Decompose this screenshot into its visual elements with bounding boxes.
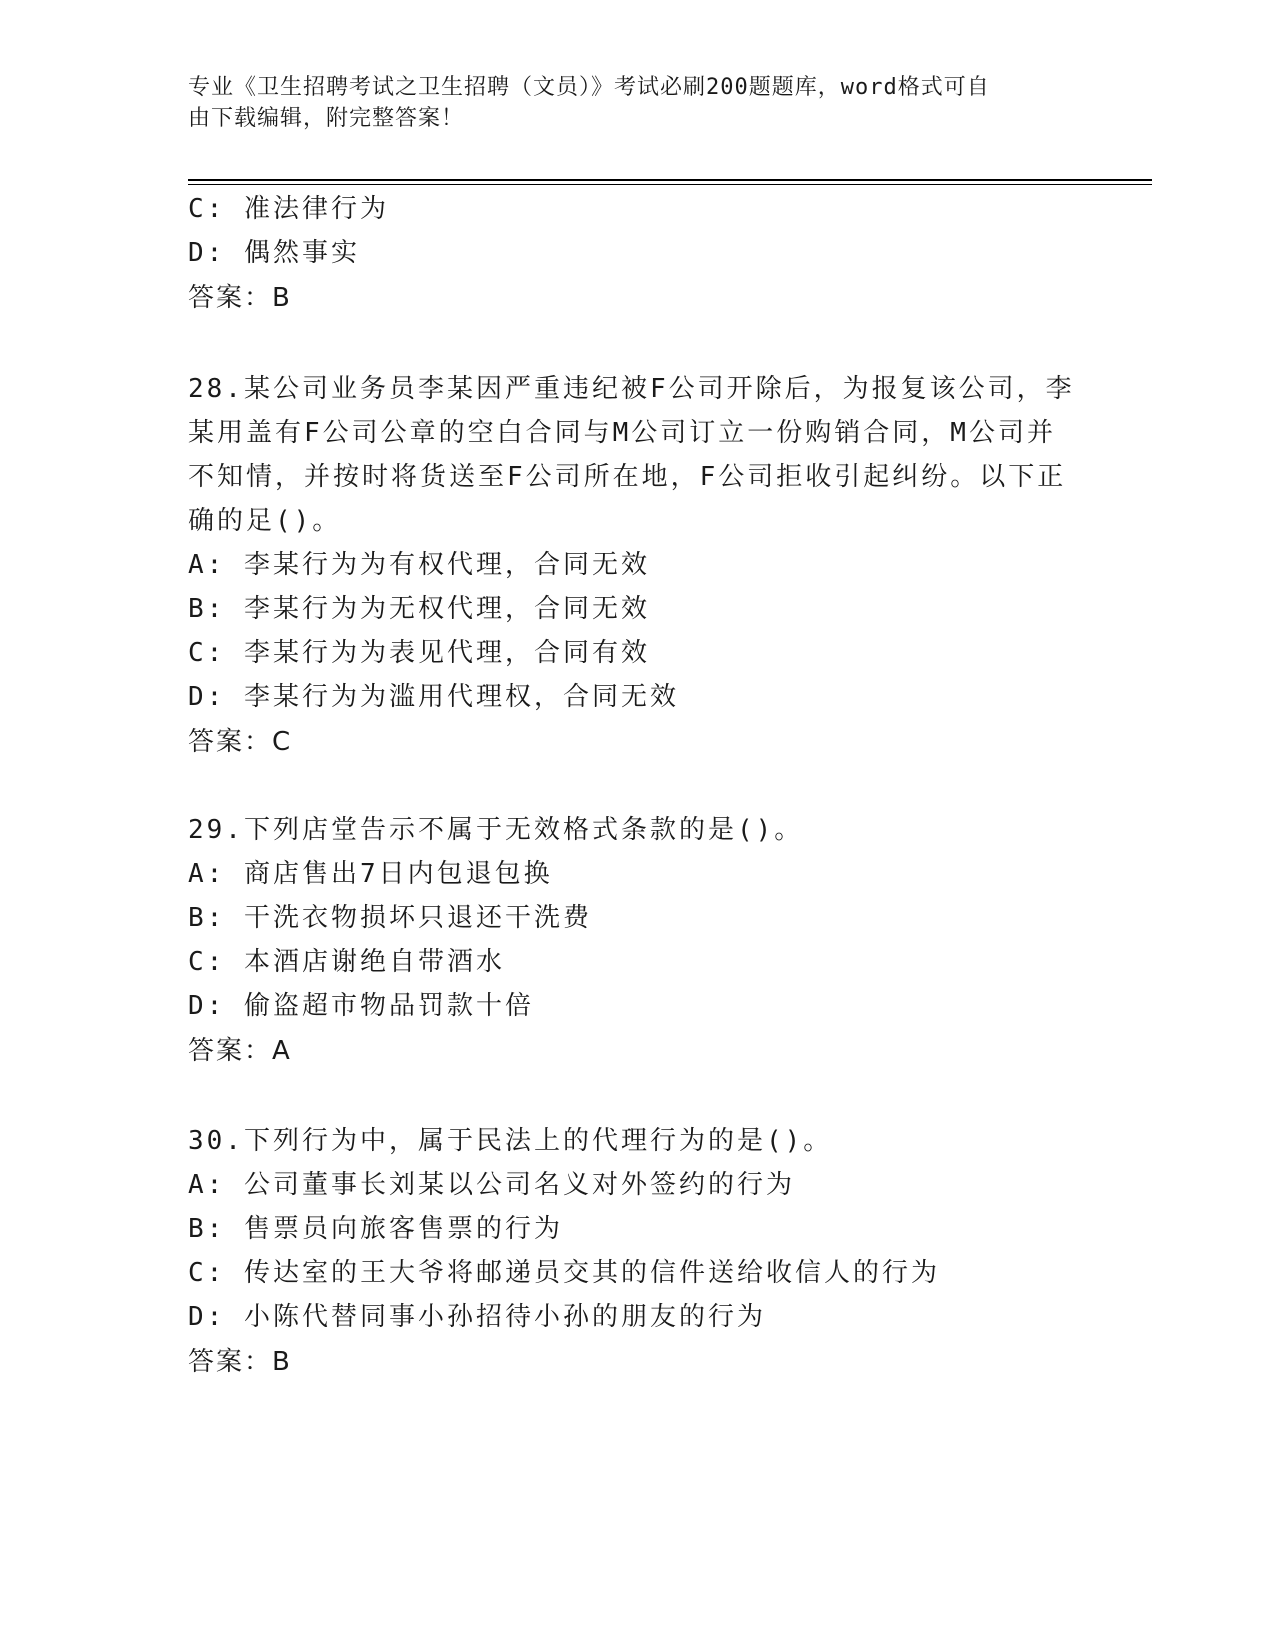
q30-option-a: A: 公司董事长刘某以公司名义对外签约的行为 [188, 1170, 795, 1200]
header-title-line-1: 专业《卫生招聘考试之卫生招聘（文员）》考试必刷200题题库，word格式可自 [188, 75, 990, 100]
q28-stem-line-4: 确的足()。 [188, 506, 342, 536]
header-divider-thick [188, 179, 1152, 181]
q30-stem: 30.下列行为中，属于民法上的代理行为的是()。 [188, 1126, 833, 1156]
q29-answer: 答案：A [188, 1036, 292, 1066]
q30-answer: 答案：B [188, 1347, 292, 1377]
prev-option-c: C: 准法律行为 [188, 194, 389, 224]
q28-option-b: B: 李某行为为无权代理，合同无效 [188, 594, 650, 624]
prev-answer: 答案：B [188, 283, 292, 313]
q30-option-b: B: 售票员向旅客售票的行为 [188, 1214, 563, 1244]
q30-option-c: C: 传达室的王大爷将邮递员交其的信件送给收信人的行为 [188, 1258, 940, 1288]
header-divider-thin [188, 184, 1152, 185]
prev-option-d: D: 偶然事实 [188, 238, 360, 268]
q28-answer: 答案：C [188, 727, 293, 757]
q29-option-a: A: 商店售出7日内包退包换 [188, 859, 553, 889]
q28-option-c: C: 李某行为为表见代理，合同有效 [188, 638, 650, 668]
q28-stem-line-3: 不知情，并按时将货送至F公司所在地，F公司拒收引起纠纷。以下正 [188, 462, 1067, 492]
q28-stem-line-2: 某用盖有F公司公章的空白合同与M公司订立一份购销合同，M公司并 [188, 418, 1056, 448]
q29-option-d: D: 偷盗超市物品罚款十倍 [188, 991, 534, 1021]
header-title-line-2: 由下载编辑，附完整答案！ [188, 106, 465, 131]
q28-stem-line-1: 28.某公司业务员李某因严重违纪被F公司开除后，为报复该公司，李 [188, 374, 1075, 404]
q29-option-c: C: 本酒店谢绝自带酒水 [188, 947, 505, 977]
q30-option-d: D: 小陈代替同事小孙招待小孙的朋友的行为 [188, 1302, 766, 1332]
q29-stem: 29.下列店堂告示不属于无效格式条款的是()。 [188, 815, 804, 845]
q28-option-a: A: 李某行为为有权代理，合同无效 [188, 550, 650, 580]
document-header [188, 72, 1068, 134]
q29-option-b: B: 干洗衣物损坏只退还干洗费 [188, 903, 592, 933]
q28-option-d: D: 李某行为为滥用代理权，合同无效 [188, 682, 679, 712]
